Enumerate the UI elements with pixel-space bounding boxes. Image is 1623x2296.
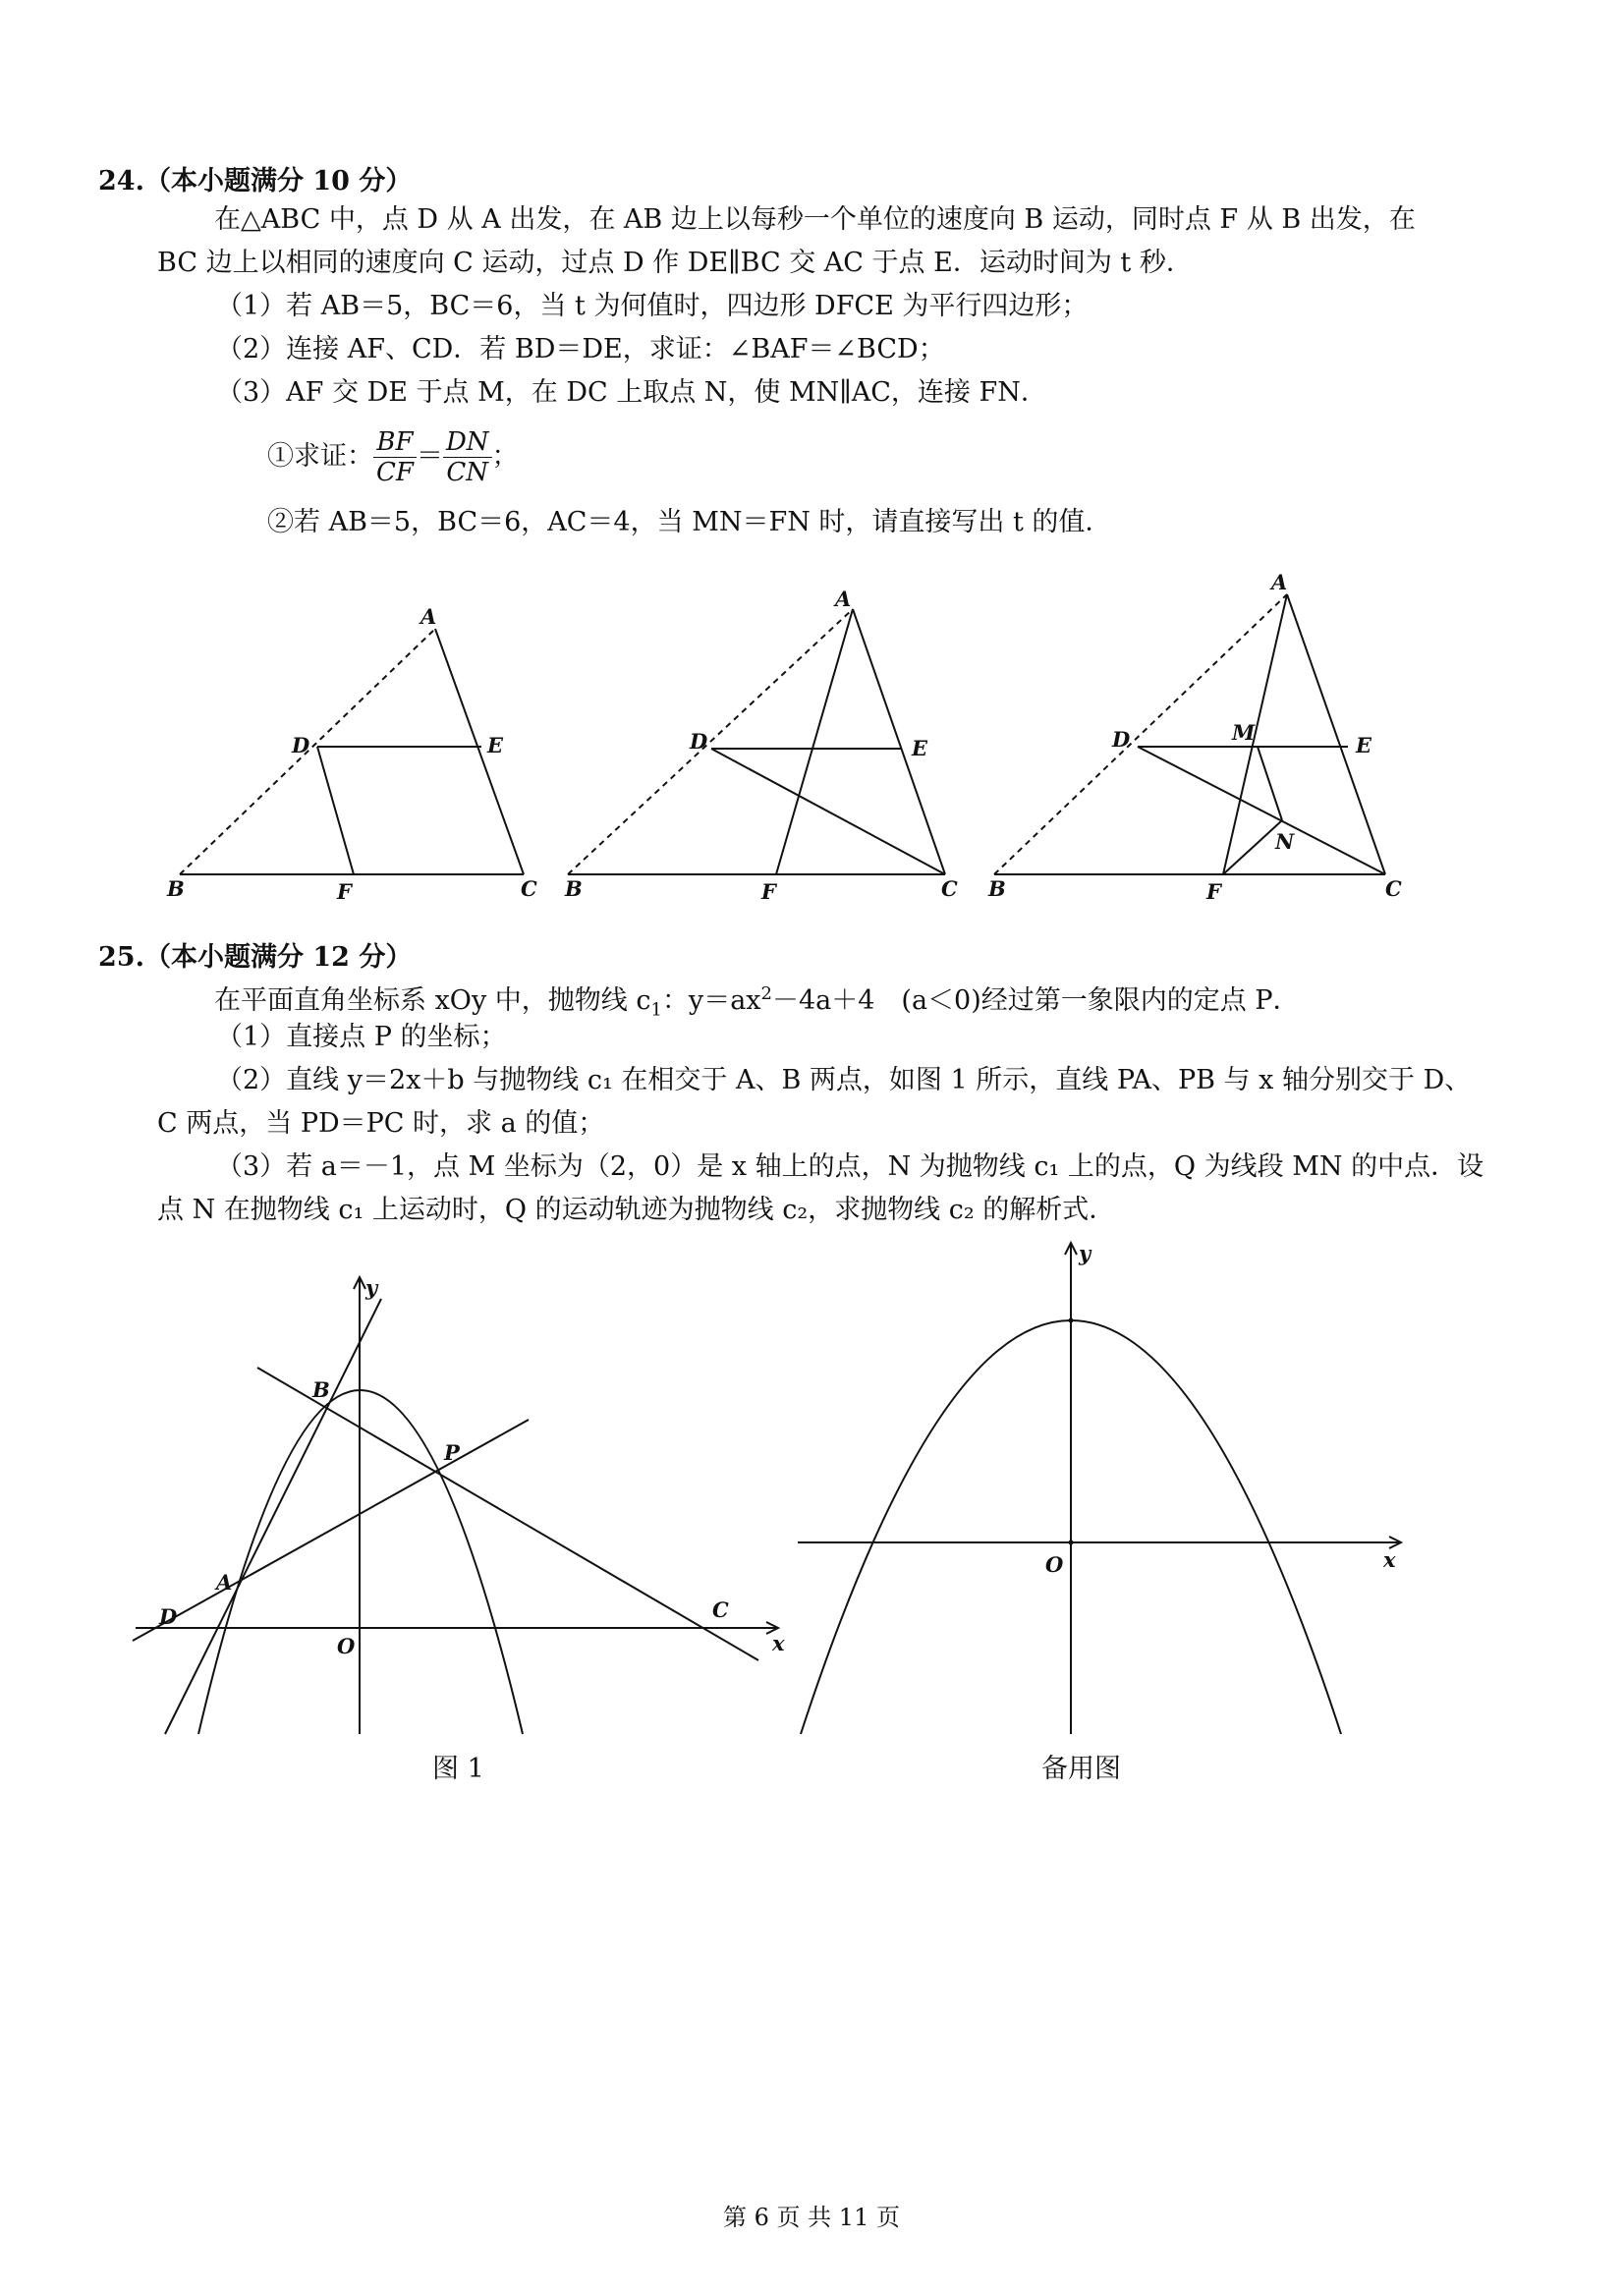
q25-stem-sup: 2: [760, 983, 772, 1004]
frac1-denominator: CF: [376, 458, 414, 487]
q24-figure-1: [180, 629, 524, 874]
q24-stem-line2: BC 边上以相同的速度向 C 运动，过点 D 作 DE∥BC 交 AC 于点 E．运动时间为 t 秒．: [157, 248, 1193, 278]
q24-figures: [0, 560, 1623, 914]
q25-stem-c: －4a＋4 (a＜0)经过第一象限内的定点 P．: [771, 985, 1300, 1016]
q25-title: 25.（本小题满分 12 分）: [98, 942, 413, 973]
line-pb: [257, 1368, 758, 1660]
q24-part3-1-suffix: ；: [491, 441, 519, 472]
q24-part1: （1）若 AB＝5，BC＝6，当 t 为何值时，四边形 DFCE 为平行四边形；: [216, 291, 1089, 321]
q25-part1: （1）直接点 P 的坐标；: [216, 1022, 507, 1052]
label-c: C: [521, 876, 537, 901]
label-d: D: [690, 729, 708, 754]
q24-part2: （2）连接 AF、CD．若 BD＝DE，求证：∠BAF＝∠BCD；: [216, 334, 945, 364]
q24-part3: （3）AF 交 DE 于点 M，在 DC 上取点 N，使 MN∥AC，连接 FN．: [216, 377, 1047, 408]
q24-stem-line1: 在△ABC 中，点 D 从 A 出发，在 AB 边上以每秒一个单位的速度向 B 运动，同时点 F 从 B 出发，在: [214, 204, 1416, 235]
segment-dc: [711, 749, 945, 874]
q24-part3-2: ②若 AB＝5，BC＝6，AC＝4，当 MN＝FN 时，请直接写出 t 的值．: [267, 507, 1112, 537]
vertex-point: [1069, 1318, 1074, 1323]
line-pa: [133, 1420, 529, 1641]
frac2-numerator: DN: [443, 427, 492, 458]
q25-part2-line2: C 两点，当 PD＝PC 时，求 a 的值；: [157, 1108, 605, 1139]
label-e: E: [1356, 733, 1372, 757]
page-footer: 第 6 页 共 11 页: [723, 2204, 900, 2231]
label-c: C: [712, 1597, 729, 1622]
q25-figure-1: [118, 1248, 806, 1759]
label-y: y: [1079, 1241, 1091, 1265]
label-d: D: [292, 733, 310, 757]
label-n: N: [1275, 829, 1295, 854]
line-ab: [165, 1299, 381, 1734]
label-a: A: [835, 587, 852, 611]
segment-ab: [568, 609, 853, 874]
q25-figure-backup: [786, 1238, 1425, 1749]
label-x: x: [1383, 1547, 1396, 1572]
label-b: B: [312, 1377, 330, 1402]
q25-part3-line1: （3）若 a＝－1，点 M 坐标为（2，0）是 x 轴上的点，N 为抛物线 c₁ 上的点，Q 为线段 MN 的中点．设: [216, 1151, 1484, 1182]
backup-figure-caption: 备用图: [1041, 1754, 1121, 1784]
q25-stem-sub: 1: [650, 999, 662, 1021]
label-f: F: [761, 879, 776, 904]
label-f: F: [337, 879, 352, 904]
q24-part3-1: [267, 422, 519, 491]
q24-figure-3: [994, 594, 1385, 874]
q24-part3-1-prefix: ①求证：: [267, 441, 373, 472]
label-y: y: [365, 1275, 378, 1300]
label-c: C: [1385, 876, 1402, 901]
q24-figure-2: [568, 609, 945, 874]
segment-ac: [853, 609, 945, 874]
label-o: O: [1045, 1552, 1064, 1577]
label-c: C: [941, 876, 958, 901]
frac2-denominator: CN: [446, 458, 489, 487]
label-a: A: [1271, 570, 1288, 594]
label-f: F: [1206, 879, 1221, 904]
label-e: E: [912, 736, 928, 760]
label-b: B: [988, 876, 1006, 901]
label-a: A: [420, 604, 437, 629]
equals-sign: ＝: [416, 441, 443, 472]
label-x: x: [772, 1631, 785, 1655]
label-d: D: [159, 1604, 178, 1629]
label-e: E: [487, 733, 504, 757]
segment-ac: [435, 629, 524, 874]
segment-af: [776, 609, 853, 874]
label-a: A: [216, 1570, 233, 1595]
figure-1-caption: 图 1: [432, 1754, 484, 1784]
label-p: P: [444, 1440, 460, 1465]
segment-df: [317, 747, 354, 874]
label-b: B: [565, 876, 583, 901]
q25-stem-b: ：y＝ax: [661, 985, 761, 1016]
label-b: B: [167, 876, 185, 901]
q25-part3-line2: 点 N 在抛物线 c₁ 上运动时，Q 的运动轨迹为抛物线 c₂，求抛物线 c₂ 的解析式．: [157, 1195, 1116, 1225]
label-m: M: [1232, 720, 1256, 745]
q24-title: 24.（本小题满分 10 分）: [98, 166, 413, 196]
label-o: O: [337, 1634, 356, 1658]
q25-part2-line1: （2）直线 y＝2x＋b 与抛物线 c₁ 在相交于 A、B 两点，如图 1 所示，直线 PA、PB 与 x 轴分别交于 D、: [216, 1065, 1472, 1095]
fraction-bf-cf: [373, 427, 417, 487]
label-d: D: [1112, 727, 1131, 752]
q25-stem-a: 在平面直角坐标系 xOy 中，抛物线 c: [214, 985, 651, 1016]
frac1-numerator: BF: [373, 427, 417, 458]
fraction-dn-cn: [443, 427, 492, 487]
segment-fn: [1223, 820, 1282, 874]
origin-point: [1069, 1540, 1074, 1545]
